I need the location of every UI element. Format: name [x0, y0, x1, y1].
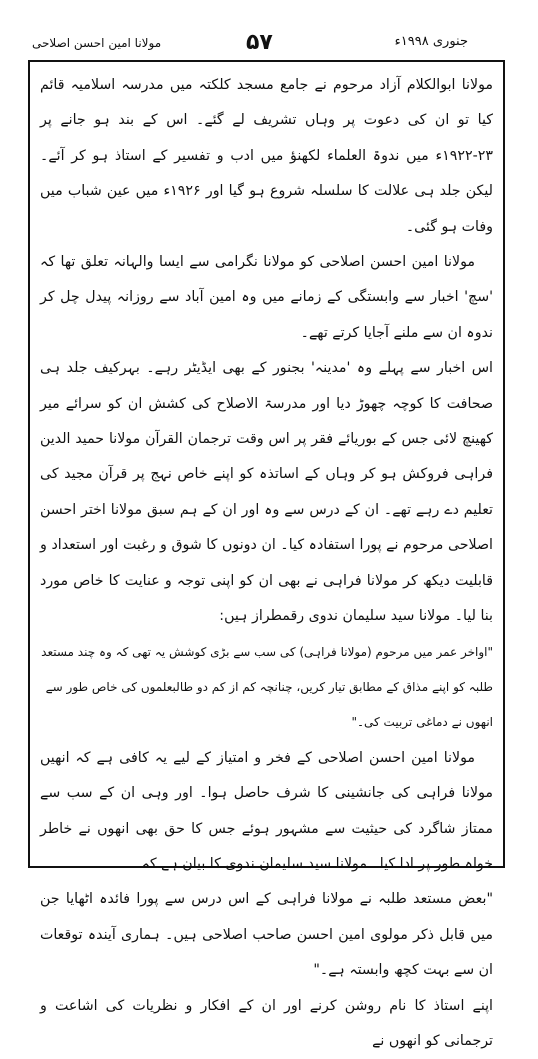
text-frame	[28, 60, 505, 1049]
block-quote: "اواخر عمر میں مرحوم (مولانا فراہی) کی سب سے بڑی کوشش یہ تھی کہ وہ چند مستعد طلبہ کو اپنے مذاق کے مطابق تیار کریں، چنانچہ کم از کم دو طالبعلموں کی خاص طور سے انھوں نے دماغی تربیت کی۔"	[41, 644, 493, 730]
page-header	[0, 0, 538, 60]
issue-date: جنوری ۱۹۹۸ء	[394, 34, 468, 49]
running-title: مولانا امین احسن اصلاحی	[32, 36, 162, 50]
page-number: ۵۷	[246, 30, 273, 55]
body-text	[40, 68, 493, 1059]
paragraph: مولانا امین احسن اصلاحی کے فخر و امتیاز کے لیے یہ کافی ہے کہ انھیں مولانا فراہی کی جانشینی کا شرف حاصل ہوا۔ اور وہی ان کے سب سے ممتاز شاگرد کی حیثیت سے مشہور ہوئے جس کا حق بھی انھوں نے خاطر خواہ طور پر ادا کیا۔ مولانا سید سلیمان ندوی کا بیان ہے کہ	[40, 749, 493, 872]
paragraph: مولانا امین احسن اصلاحی کو مولانا نگرامی سے ایسا والہانہ تعلق تھا کہ 'سچ' اخبار سے وابستگی کے زمانے میں وہ امین آباد سے روزانہ پیدل چل کر ندوہ ان سے ملنے آجایا کرتے تھے۔	[40, 254, 493, 341]
paragraph: اپنے استاذ کا نام روشن کرنے اور ان کے افکار و نظریات کی اشاعت و ترجمانی کو انھوں نے	[40, 997, 493, 1049]
paragraph: اس اخبار سے پہلے وہ 'مدینہ' بجنور کے بھی ایڈیٹر رہے۔ بہرکیف جلد ہی صحافت کا کوچہ چھوڑ دیا اور مدرسۃ الاصلاح کی کشش ان کو سرائے میر کھینچ لائی جس کے بوریائے فقر پر اس وقت ترجمان القرآن مولانا حمید الدین فراہی فروکش ہو کر وہاں کے اساتذہ کو اپنے خاص نہج پر قرآن مجید کی تعلیم دے رہے تھے۔ ان کے درس سے وہ اور ان کے ہم سبق مولانا اختر احسن اصلاحی مرحوم نے پورا استفادہ کیا۔ ان دونوں کا شوق و رغبت اور استعداد و قابلیت دیکھ کر مولانا فراہی نے بھی ان کو اپنی توجہ و عنایت کا خاص مورد بنا لیا۔ مولانا سید سلیمان ندوی رقمطراز ہیں:	[40, 360, 493, 625]
paragraph: مولانا ابوالکلام آزاد مرحوم نے جامع مسجد کلکتہ میں مدرسہ اسلامیہ قائم کیا تو ان کی دعوت پر وہاں تشریف لے گئے۔ اس کے بند ہو جانے پر ۲۳-۱۹۲۲ء میں ندوۃ العلماء لکھنؤ میں ادب و تفسیر کے استاذ ہو کر آئے۔ لیکن جلد ہی علالت کا سلسلہ شروع ہو گیا اور ۱۹۲۶ء میں عین شباب میں وفات ہو گئی۔	[40, 77, 493, 235]
paragraph: "بعض مستعد طلبہ نے مولانا فراہی کے اس درس سے پورا فائدہ اٹھایا جن میں قابل ذکر مولوی امین احسن صاحب اصلاحی ہیں۔ ہماری آیندہ توقعات ان سے بہت کچھ وابستہ ہے۔"	[40, 891, 493, 979]
